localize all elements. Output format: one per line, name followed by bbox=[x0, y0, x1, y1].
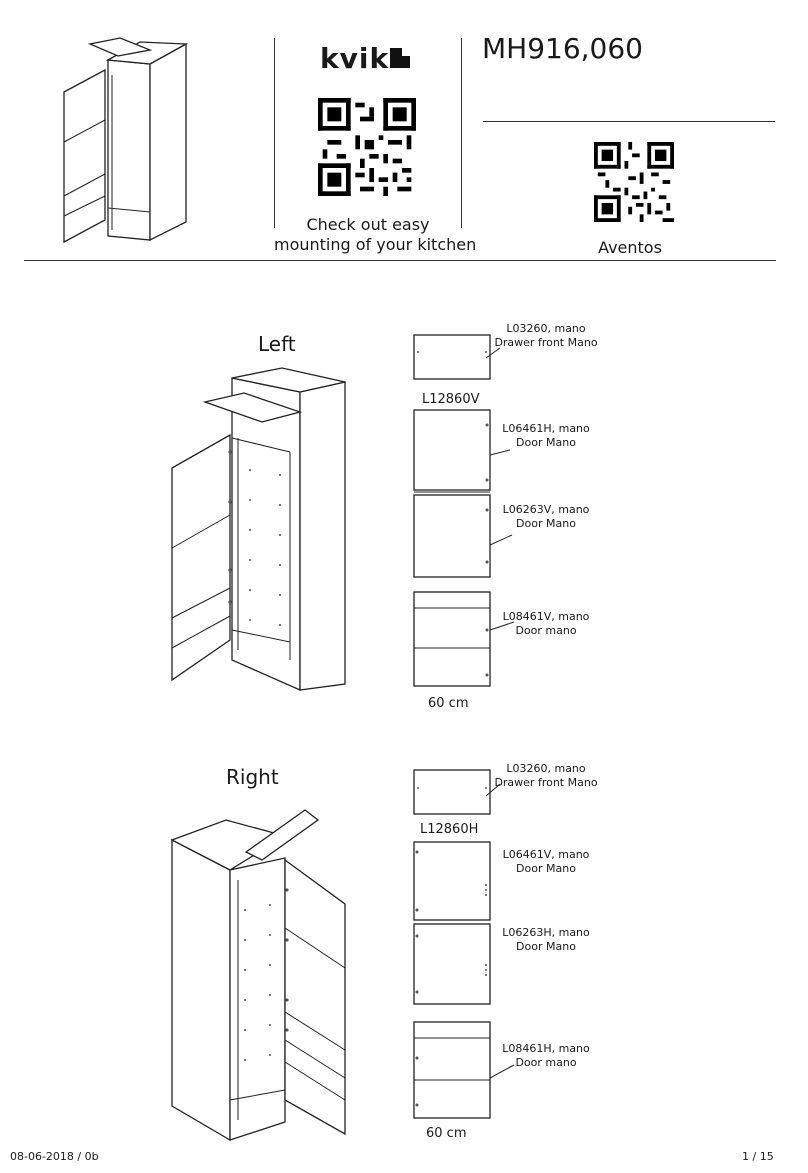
part-name: Door Mano bbox=[516, 862, 576, 875]
footer-date: 08-06-2018 / 0b bbox=[10, 1150, 99, 1163]
section-title-right: Right bbox=[226, 765, 279, 789]
part-label-right-2 bbox=[494, 848, 598, 876]
header-divider-right bbox=[461, 38, 462, 228]
part-name: Door mano bbox=[515, 1056, 577, 1069]
part-code: L06461H, mano bbox=[502, 422, 590, 435]
width-label-right: 60 cm bbox=[426, 1126, 467, 1141]
part-label-left-1 bbox=[494, 322, 598, 350]
part-name: Door Mano bbox=[516, 436, 576, 449]
part-code: L06461V, mano bbox=[502, 848, 590, 861]
qr-caption-line2: mounting of your kitchen bbox=[274, 235, 477, 254]
part-code: L08461V, mano bbox=[502, 610, 590, 623]
brand-logo bbox=[320, 42, 389, 75]
parts-left-illustration bbox=[0, 330, 808, 730]
part-name: Door Mano bbox=[516, 517, 576, 530]
qr-caption-line1: Check out easy bbox=[306, 215, 430, 234]
part-name: Door mano bbox=[515, 624, 577, 637]
header-divider-left bbox=[274, 38, 275, 228]
section-title-left: Left bbox=[258, 332, 296, 356]
brand-name: kvik bbox=[320, 42, 390, 75]
aventos-label: Aventos bbox=[598, 238, 662, 257]
qr-code-aventos-icon bbox=[594, 142, 674, 222]
cabinet-code-left: L12860V bbox=[422, 392, 480, 407]
part-label-right-3 bbox=[494, 926, 598, 954]
part-code: L03260, mano bbox=[506, 762, 586, 775]
part-code: L03260, mano bbox=[506, 322, 586, 335]
part-label-left-4 bbox=[494, 610, 598, 638]
part-label-left-2 bbox=[494, 422, 598, 450]
part-label-left-3 bbox=[494, 503, 598, 531]
part-label-right-4 bbox=[494, 1042, 598, 1070]
part-name: Drawer front Mano bbox=[494, 336, 598, 349]
cabinet-code-right: L12860H bbox=[420, 822, 479, 837]
footer-page-number: 1 / 15 bbox=[742, 1150, 774, 1163]
part-code: L06263H, mano bbox=[502, 926, 590, 939]
part-code: L06263V, mano bbox=[502, 503, 590, 516]
qr-code-mounting-icon bbox=[318, 98, 416, 196]
part-name: Drawer front Mano bbox=[494, 776, 598, 789]
model-number: MH916,060 bbox=[482, 32, 643, 65]
width-label-left: 60 cm bbox=[428, 696, 469, 711]
qr-caption bbox=[274, 215, 477, 255]
brand-logo-square-icon bbox=[390, 48, 410, 68]
part-label-right-1 bbox=[494, 762, 598, 790]
parts-right-illustration bbox=[0, 760, 808, 1160]
model-underline bbox=[483, 121, 775, 122]
header-bottom-rule bbox=[24, 260, 776, 261]
part-name: Door Mano bbox=[516, 940, 576, 953]
part-code: L08461H, mano bbox=[502, 1042, 590, 1055]
